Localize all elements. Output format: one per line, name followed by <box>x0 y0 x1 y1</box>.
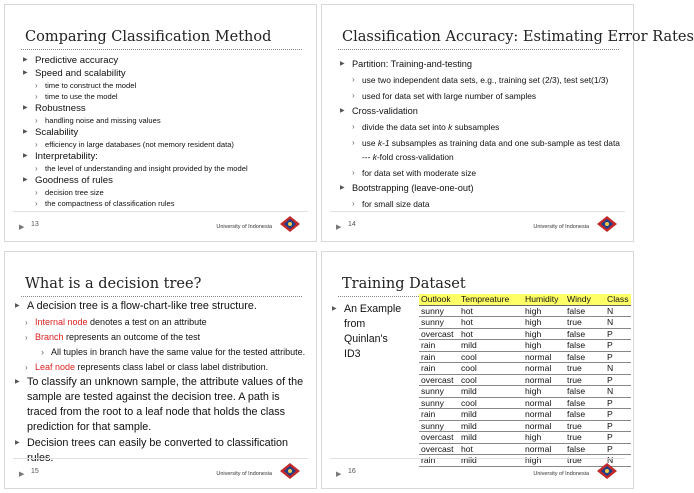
table-cell: false <box>565 397 605 409</box>
university-logo-icon <box>595 462 619 480</box>
table-cell: true <box>565 363 605 375</box>
sub-bullet: › time to use the model <box>21 91 306 102</box>
table-cell: true <box>565 432 605 444</box>
bullet-item: ▶ Robustness <box>21 102 306 115</box>
table-header-row <box>419 294 631 305</box>
table-row <box>419 317 631 329</box>
slide-15 <box>4 251 317 489</box>
table-cell: hot <box>459 328 523 340</box>
university-logo-icon <box>595 215 619 233</box>
table-cell: cool <box>459 397 523 409</box>
slide-number: 16 <box>348 468 356 475</box>
sub-bullet <box>338 120 623 134</box>
slide-14 <box>321 4 694 242</box>
header-temperature: Tempreature <box>459 294 523 305</box>
table-cell: high <box>523 317 565 329</box>
bullet-example: ▶ An Example from Quinlan's ID3 <box>330 302 404 362</box>
sub-bullet: › the compactness of classification rules <box>21 198 306 209</box>
table-row <box>419 386 631 398</box>
table-cell: false <box>565 443 605 455</box>
italic-k: k <box>448 122 453 132</box>
table-cell: false <box>565 351 605 363</box>
table-cell: true <box>565 455 605 467</box>
table-cell: normal <box>523 351 565 363</box>
table-cell: false <box>565 409 605 421</box>
table-cell: rain <box>419 351 459 363</box>
header-class: Class <box>605 294 631 305</box>
text-segment: divide the data set into <box>362 122 449 132</box>
table-cell: normal <box>523 397 565 409</box>
bullet-definition: ▶ A decision tree is a flow-chart-like tree structure. <box>13 299 310 314</box>
term-leaf-node: Leaf node <box>35 362 76 372</box>
table-cell: overcast <box>419 443 459 455</box>
term-branch: Branch <box>35 332 64 342</box>
table-row <box>419 420 631 432</box>
table-row <box>419 397 631 409</box>
table-cell: P <box>605 351 631 363</box>
bullet-list <box>21 54 306 209</box>
text-segment: represents class label or class label distribution. <box>75 362 269 372</box>
bullet-bootstrapping: ▶ Bootstrapping (leave-one-out) <box>338 182 623 195</box>
university-name: University of Indonesia <box>216 224 272 230</box>
slide-16 <box>321 251 634 489</box>
title-divider <box>21 49 302 50</box>
slide-title: What is a decision tree? <box>25 276 202 292</box>
footer-divider <box>330 211 625 212</box>
table-cell: P <box>605 409 631 421</box>
table-cell: rain <box>419 340 459 352</box>
sub-bullet <box>13 360 310 375</box>
table-row <box>419 305 631 317</box>
table-cell: mild <box>459 409 523 421</box>
sub-bullet: › handling noise and missing values <box>21 115 306 126</box>
bullet-item: ▶ Goodness of rules <box>21 174 306 187</box>
table-cell: false <box>565 386 605 398</box>
table-row <box>419 351 631 363</box>
table-cell: normal <box>523 409 565 421</box>
table-row <box>419 363 631 375</box>
table-row <box>419 340 631 352</box>
table-cell: P <box>605 432 631 444</box>
sub-bullet <box>13 330 310 345</box>
text-segment: denotes a test on an attribute <box>87 317 207 327</box>
table-cell: N <box>605 386 631 398</box>
table-cell: true <box>565 420 605 432</box>
table-cell: mild <box>459 420 523 432</box>
bullet-rules: ▶ Decision trees can easily be converted to classification rules. <box>13 436 310 466</box>
table-cell: rain <box>419 455 459 467</box>
title-divider <box>21 296 302 297</box>
bullet-item: ▶ Speed and scalability <box>21 67 306 80</box>
slide-number: 15 <box>31 468 39 475</box>
bullet-partition: ▶ Partition: Training-and-testing <box>338 58 623 71</box>
intro-text <box>330 302 404 362</box>
table-cell: mild <box>459 386 523 398</box>
university-name: University of Indonesia <box>533 224 589 230</box>
header-outlook: Outlook <box>419 294 459 305</box>
title-divider <box>338 49 619 50</box>
table-cell: N <box>605 363 631 375</box>
text-segment: use <box>362 138 378 148</box>
table-cell: sunny <box>419 420 459 432</box>
table-row <box>419 374 631 386</box>
sub-bullet: › use two independent data sets, e.g., training set (2/3), test set(1/3) <box>338 73 623 87</box>
table-cell: mild <box>459 455 523 467</box>
table-cell: high <box>523 432 565 444</box>
table-cell: false <box>565 305 605 317</box>
table-cell: false <box>565 340 605 352</box>
university-name: University of Indonesia <box>216 471 272 477</box>
table-cell: rain <box>419 409 459 421</box>
table-cell: false <box>565 328 605 340</box>
training-dataset-table <box>419 294 631 467</box>
slide-title: Comparing Classification Method <box>25 29 272 45</box>
sub-bullet: › for data set with moderate size <box>338 166 623 180</box>
table-cell: P <box>605 328 631 340</box>
bullet-item: ▶ Scalability <box>21 126 306 139</box>
slide-title: Training Dataset <box>342 276 466 292</box>
table-cell: sunny <box>419 317 459 329</box>
table-row <box>419 328 631 340</box>
bullet-item: ▶ Predictive accuracy <box>21 54 306 67</box>
term-internal-node: Internal node <box>35 317 88 327</box>
table-cell: P <box>605 420 631 432</box>
table-row <box>419 432 631 444</box>
table-body <box>419 305 631 466</box>
sub-bullet: › for small size data <box>338 197 623 211</box>
table-cell: hot <box>459 317 523 329</box>
table-cell: P <box>605 443 631 455</box>
table-cell: sunny <box>419 305 459 317</box>
table-cell: normal <box>523 443 565 455</box>
slide-title: Classification Accuracy: Estimating Error Rates <box>342 29 694 45</box>
table-cell: sunny <box>419 397 459 409</box>
table-cell: P <box>605 374 631 386</box>
table-cell: sunny <box>419 386 459 398</box>
table-cell: cool <box>459 363 523 375</box>
table-cell: true <box>565 374 605 386</box>
university-logo-icon <box>278 462 302 480</box>
table-cell: hot <box>459 443 523 455</box>
sub-bullet: › the level of understanding and insight provided by the model <box>21 163 306 174</box>
text-segment: -fold cross-validation <box>376 152 454 162</box>
italic-k: k <box>372 152 377 162</box>
text-segment: represents an outcome of the test <box>63 332 201 342</box>
sub-bullet <box>13 315 310 330</box>
slide-13 <box>4 4 317 242</box>
table-cell: overcast <box>419 374 459 386</box>
sub-bullet: › decision tree size <box>21 187 306 198</box>
footer-divider <box>13 458 308 459</box>
slide-footer <box>13 211 308 235</box>
table-cell: overcast <box>419 432 459 444</box>
bullet-list <box>13 299 310 467</box>
table-cell: overcast <box>419 328 459 340</box>
university-name: University of Indonesia <box>533 471 589 477</box>
slide-number: 13 <box>31 221 39 228</box>
table-cell: hot <box>459 305 523 317</box>
footer-divider <box>330 458 625 459</box>
sub-bullet <box>338 136 623 164</box>
header-windy: Windy <box>565 294 605 305</box>
bullet-arrow-icon: ▶ <box>19 471 25 478</box>
table-cell: normal <box>523 374 565 386</box>
table-cell: high <box>523 340 565 352</box>
table-cell: high <box>523 386 565 398</box>
text-segment: subsamples as training data and one sub-sample as test data --- <box>362 138 620 162</box>
bullet-list <box>338 56 623 211</box>
sub-bullet: › time to construct the model <box>21 80 306 91</box>
header-humidity: Humidity <box>523 294 565 305</box>
table-cell: rain <box>419 363 459 375</box>
bullet-arrow-icon: ▶ <box>19 224 25 231</box>
slide-footer <box>330 211 625 235</box>
bullet-item: ▶ Interpretability: <box>21 150 306 163</box>
university-logo-icon <box>278 215 302 233</box>
table-cell: P <box>605 397 631 409</box>
bullet-arrow-icon: ▶ <box>336 224 342 231</box>
table-cell: high <box>523 328 565 340</box>
sub-bullet: › efficiency in large databases (not memory resident data) <box>21 139 306 150</box>
table-cell: high <box>523 305 565 317</box>
italic-k-1: k-1 <box>377 138 390 148</box>
bullet-arrow-icon: ▶ <box>336 471 342 478</box>
slide-footer <box>13 458 308 482</box>
sub-bullet: › used for data set with large number of samples <box>338 89 623 103</box>
table-cell: cool <box>459 351 523 363</box>
table-cell: P <box>605 340 631 352</box>
slide-footer <box>330 458 625 482</box>
sub-sub-bullet: › All tuples in branch have the same value for the tested attribute. <box>13 345 310 360</box>
bullet-classify: ▶ To classify an unknown sample, the attribute values of the sample are tested against the decision tree. A path is traced from the root to a leaf node that holds the class prediction for that sample. <box>13 375 310 435</box>
table-cell: mild <box>459 432 523 444</box>
table-cell: N <box>605 305 631 317</box>
footer-divider <box>13 211 308 212</box>
slide-number: 14 <box>348 221 356 228</box>
table-cell: mild <box>459 340 523 352</box>
table-cell: N <box>605 317 631 329</box>
bullet-cross-validation: ▶ Cross-validation <box>338 105 623 118</box>
table-cell: true <box>565 317 605 329</box>
table-cell: high <box>523 455 565 467</box>
table-cell: normal <box>523 420 565 432</box>
table-cell: normal <box>523 363 565 375</box>
text-segment: subsamples <box>452 122 500 132</box>
table-cell: N <box>605 455 631 467</box>
table-row <box>419 443 631 455</box>
table-row <box>419 409 631 421</box>
table-cell: cool <box>459 374 523 386</box>
